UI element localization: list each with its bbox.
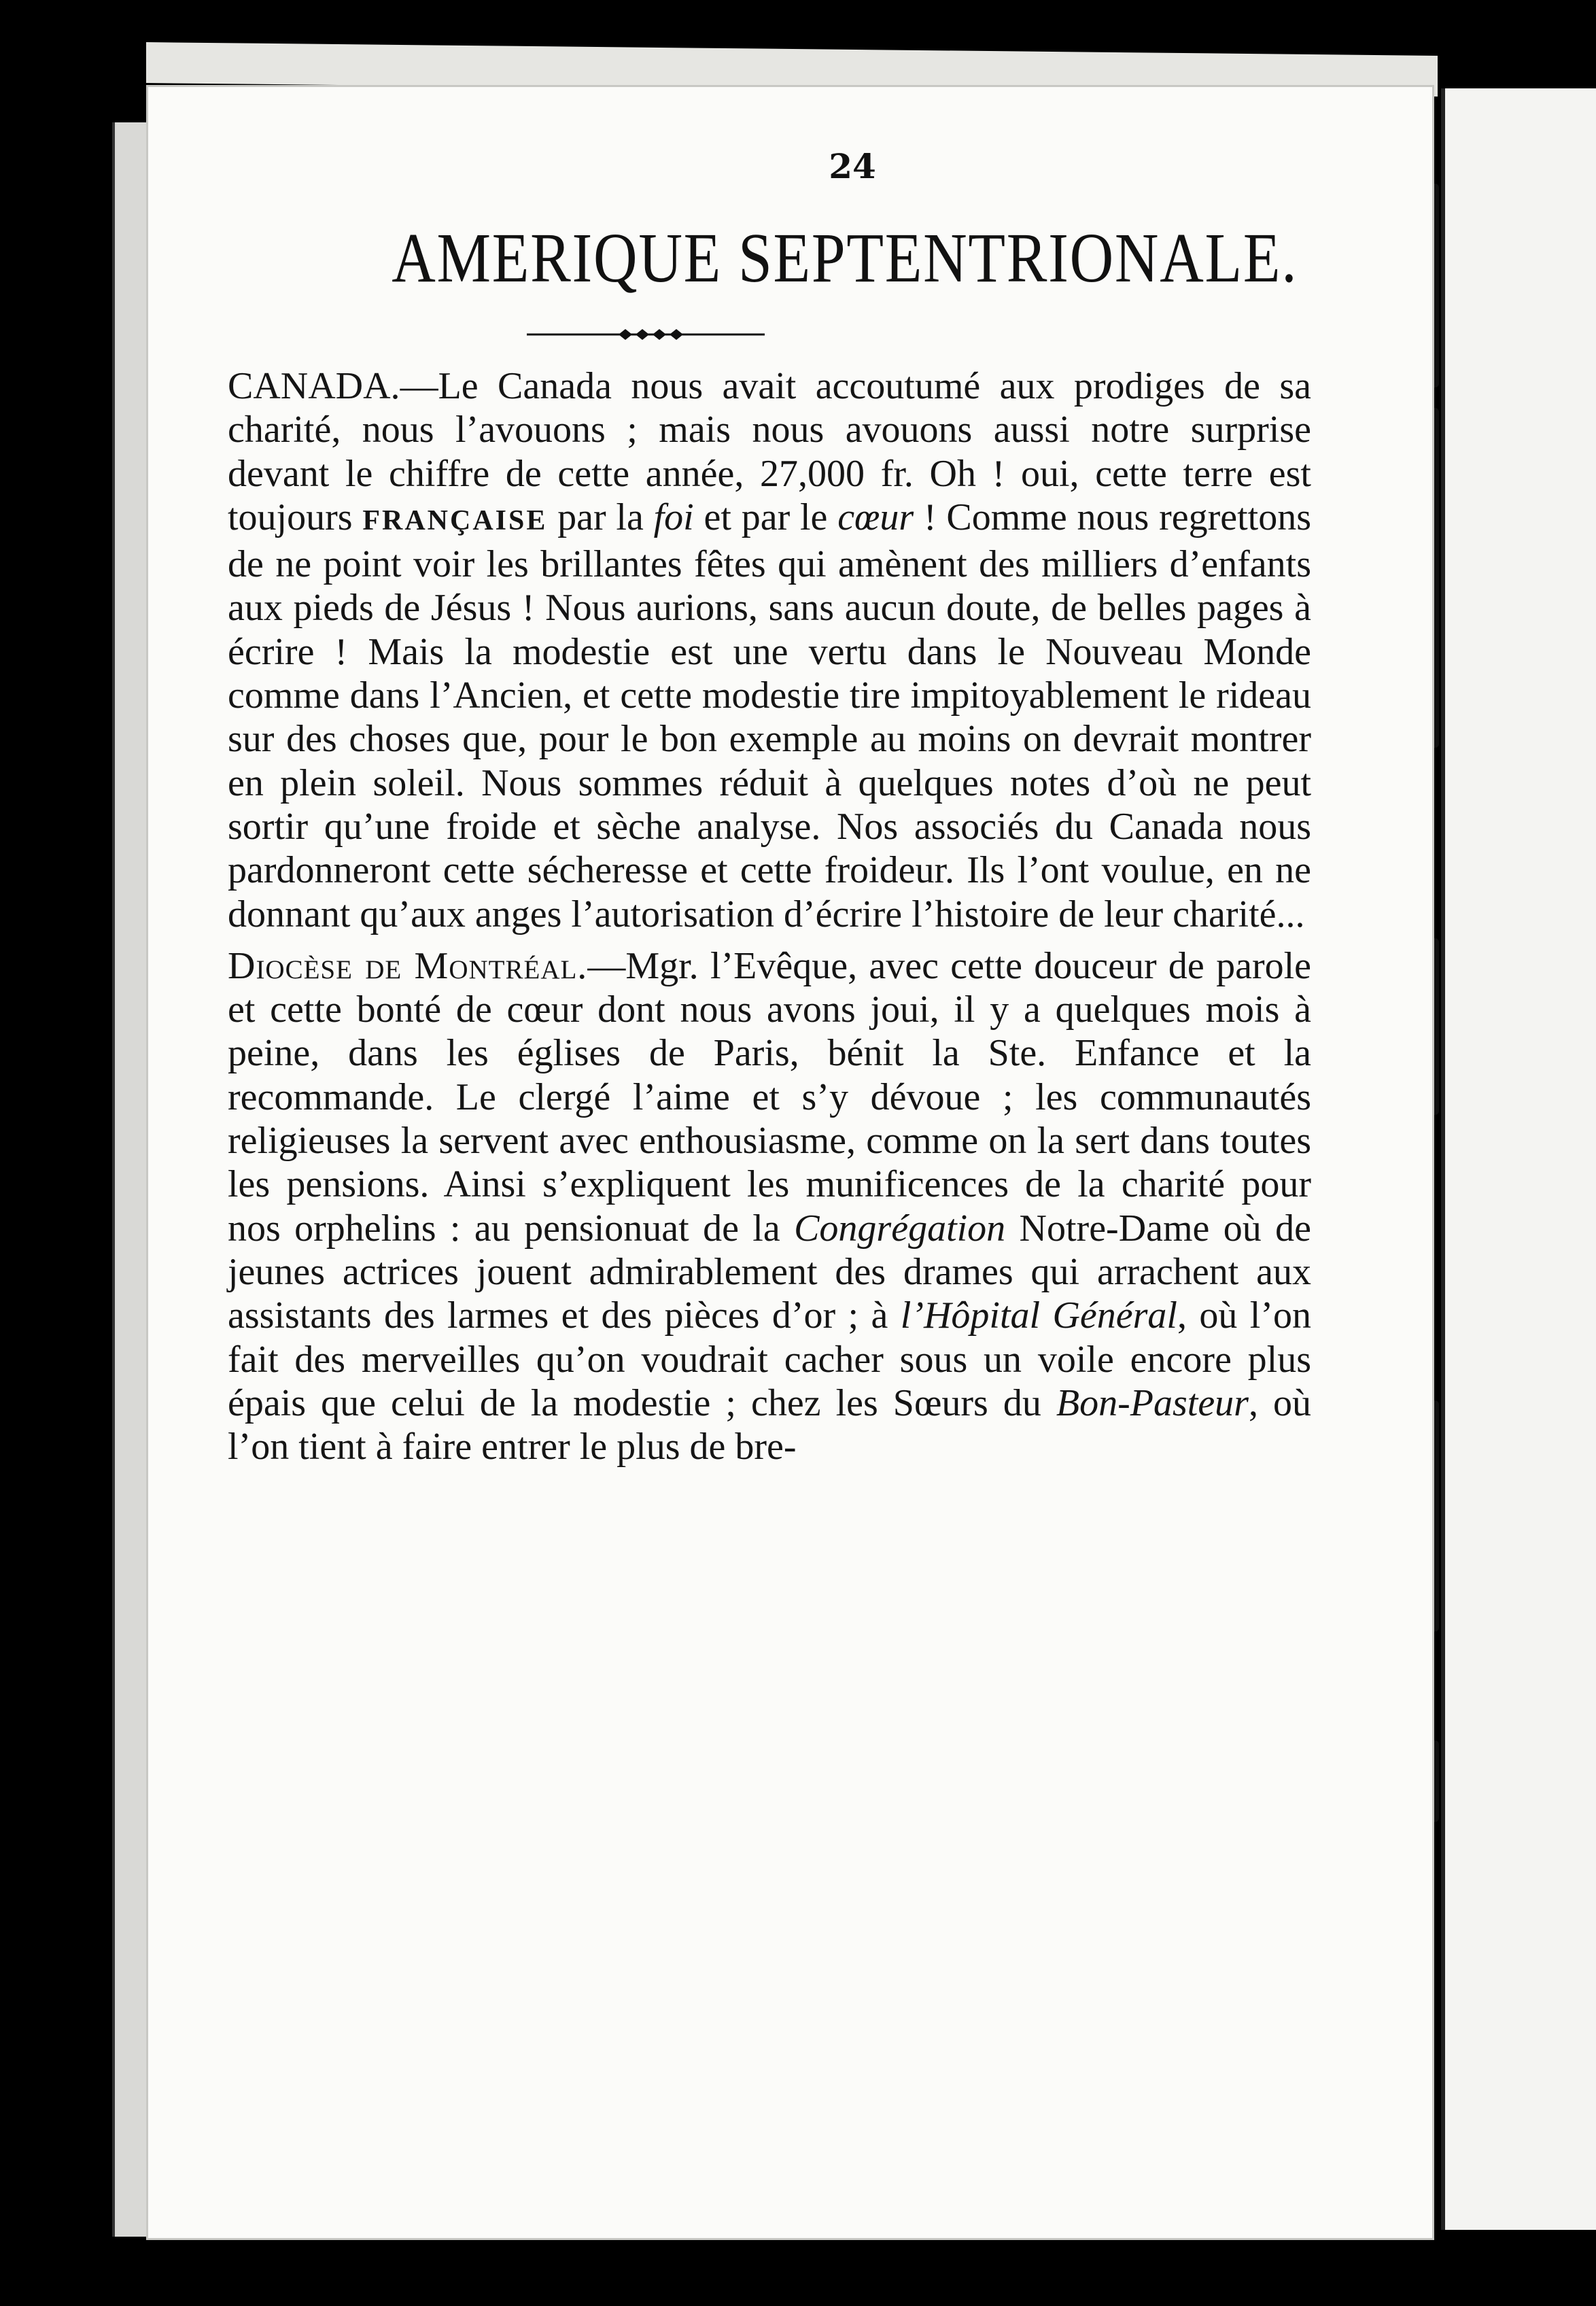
text-run-italic: foi — [653, 496, 694, 538]
text-run-italic: Congrégation — [794, 1207, 1006, 1250]
paragraph-lead: CANADA. — [228, 365, 400, 407]
text-run: , où l’on fait des merveilles qu’on voudrait cacher sous un voile encore plus épais que celui de la modestie ; chez les Sœurs du — [228, 1294, 1312, 1424]
text-run: —Mgr. l’Evêque, avec cette douceur de parole et cette bonté de cœur dont nous avons joui, il y a quelques mois à peine, dans les églises de Paris, bénit la Ste. Enfance et la recommande. Le clergé l’aime et s’y dévoue ; les communautés religieuses la servent avec enthousiasme, comme on la sert dans toutes les pensions. Ainsi s’expliquent les munificences de la charité pour nos orphelins : au pensionuat de la — [228, 944, 1311, 1250]
text-run: , où l’on tient à faire entrer le plus de bre- — [228, 1381, 1311, 1468]
paragraph-canada — [228, 364, 1311, 936]
text-run-small-caps: FRANÇAISE — [362, 504, 548, 536]
text-run: Notre-Dame où de jeunes actrices jouent admirablement des drames qui arrachent aux assistants des larmes et des pièces d’or ; à — [228, 1207, 1311, 1337]
text-run: —Le Canada nous avait accoutumé aux prodiges de sa charité, nous l’avouons ; mais nous avouons aussi notre surprise devant le chiffre de cette année, 27,000 fr. Oh ! oui, cette terre est toujours — [228, 365, 1311, 538]
text-run: ! Comme nous regrettons de ne point voir les brillantes fêtes qui amènent des milliers d’enfants aux pieds de Jésus ! Nous aurions, sans aucun doute, de belles pages à écrire ! Mais la modestie est une vertu dans le Nouveau Monde comme dans l’Ancien, et cette modestie tire impitoyablement le rideau sur des choses que, pour le bon exemple au moins on devrait montrer en plein soleil. Nous sommes réduit à quelques notes d’où ne peut sortir qu’une froide et sèche analyse. Nos associés du Canada nous pardonneront cette sécheresse et cette froideur. Ils l’ont voulue, en ne donnant qu’aux anges l’autorisation d’écrire l’histoire de leur charité... — [228, 496, 1311, 935]
body-text — [228, 364, 1311, 1468]
text-run: et par le — [693, 496, 838, 538]
ornamental-rule — [527, 326, 765, 343]
page-heading: AMERIQUE SEPTENTRIONALE. — [392, 219, 1298, 297]
paragraph-montreal — [228, 944, 1311, 1469]
text-run-italic: cœur — [837, 496, 914, 538]
paragraph-lead: Diocèse de Montréal. — [228, 944, 588, 987]
facing-page-edge — [1441, 88, 1596, 2230]
text-run: par la — [547, 496, 654, 538]
page-stack-edge — [112, 122, 149, 2237]
text-run-italic: l’Hôpital Général — [900, 1294, 1177, 1337]
page-number: 24 — [829, 146, 876, 186]
text-run-italic: Bon-Pasteur — [1056, 1381, 1249, 1424]
